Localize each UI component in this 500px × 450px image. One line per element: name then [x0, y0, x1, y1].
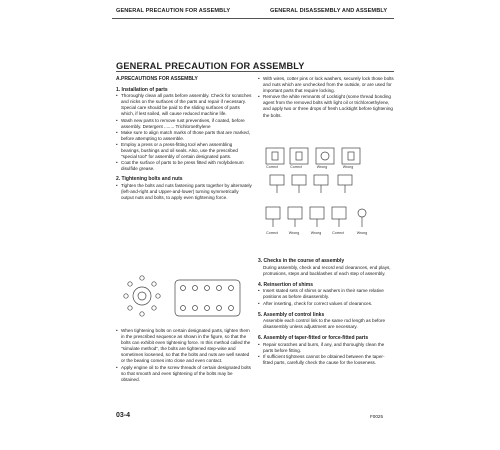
figure-caption: Correct: [290, 165, 302, 169]
header-left: GENERAL PRECAUTION FOR ASSEMBLY: [116, 8, 231, 14]
header-rule: [112, 18, 394, 19]
figure-caption: Wrong: [356, 231, 368, 235]
section-a-heading: A.PRECAUTIONS FOR ASSEMBLY: [116, 76, 198, 82]
list-item: • With wires, cotter pins or lock washers, securely lock those bolts and nuts which are unchecked from the outside, or are used for important parts that require locking.: [258, 76, 394, 94]
page-number: 03-4: [116, 412, 131, 419]
s3-heading: 3. Checks in the course of assembly: [258, 258, 345, 264]
list-item: • Wash new parts to remove rust preventives, if coated, before assembly. Detergent ........ Trichloroethylene: [116, 117, 245, 129]
figure-code: F0025: [370, 414, 384, 419]
left-column-lower: [116, 328, 252, 383]
paragraph: Assemble each control link to the same rod length as before disassembly unless adjustment are necessary.: [263, 318, 386, 330]
paragraph: Special care should be paid to the sliding surfaces of parts which, if lest soiled, will cause reduced machine life.: [121, 105, 240, 117]
list-item: • Apply engine oil to the screw threads of certain designated bolts so that smooth and even tightening of the bolts may be obtained.: [116, 364, 251, 382]
list-item: • Insert stated sets of shims or washers in their same relative positions as before disassembly.: [258, 288, 384, 300]
title-rule: [116, 71, 394, 72]
figure-caption: Wrong: [310, 231, 322, 235]
list-item: • When tightening bolts on certain designated parts, tighten them in the prescribed sequence as shown in the figure, so that the bolts can exhibit even tightening force. In this method called the "simulate method", the bolts are tightened step-wise and sometimes loosened, so that the bolts and nuts are well seated or the bearing comes into close and even contact.: [116, 328, 251, 364]
page-title: GENERAL PRECAUTION FOR ASSEMBLY: [116, 61, 305, 71]
list-item: • Repair scratches and burrs, if any, and thoroughly clean the parts before fitting.: [258, 342, 385, 354]
list-item: • Coat the surface of parts to be press fitted with molybdenum disulfide grease.: [116, 160, 244, 172]
s5-heading: 5. Assembly of control links: [258, 311, 325, 318]
s2-heading: 2. Tightening bolts and nuts: [116, 176, 183, 183]
list-item: • Tighten the bolts and nuts fastening parts together by alternately (left-and-right and Upper-and-lower) turning symmetrically output nuts and bolts, to apply even tightening force.: [116, 183, 252, 201]
list-item: • If sufficient tightness cannot be obtained between the taper-fitted parts, carefully check the cause for the looseness.: [258, 354, 385, 366]
locking-figures-svg: [262, 145, 392, 245]
s1-heading: 1. Installation of parts: [116, 86, 168, 93]
list-item: • After inserting, check for correct values of clearances.: [258, 300, 373, 306]
paragraph: During assembly, check and record end clearances, end plays, protrusions, steps and backlashes of each step of assembly.: [263, 264, 391, 276]
bolt-sequence-diagram: [120, 270, 245, 325]
header-right: GENERAL DISASSEMBLY AND ASSEMBLY: [270, 8, 388, 14]
left-column: [116, 76, 252, 201]
figure-caption: Correct: [266, 231, 278, 235]
locking-figures: [262, 145, 392, 245]
right-column-lower: [258, 258, 394, 366]
list-item: • Remove the white remnants of Locktight (some thread bonding agent from the removed bolts with light oil or trichloroethylene, and apply two or three drops of fresh Locktight before tightening the bolts.: [258, 94, 393, 118]
s6-heading: 6. Assembly of taper-fitted or force-fitted parts: [258, 335, 369, 342]
figure-caption: Wrong: [342, 165, 354, 169]
figure-caption: Correct: [332, 231, 344, 235]
list-item: • Thoroughly clean all parts before assembly. Check for scratches and nicks on the surfaces of the parts and repair if necessary.: [116, 93, 252, 105]
figure-caption: Correct: [266, 165, 278, 169]
s4-heading: 4. Reinsertion of shims: [258, 281, 314, 288]
figure-caption: Wrong: [316, 165, 328, 169]
list-item: • Employ a press or a press-fitting tool when assembling bearings, bushings and oil seals. Also, use the prescribed "special tool" for assembly of certain designated parts.: [116, 141, 238, 160]
right-column: [258, 76, 394, 119]
list-item: • Make sure to align match marks of those parts that are marked, before attempting to assemble.: [116, 129, 250, 141]
figure-caption: Wrong: [288, 231, 300, 235]
